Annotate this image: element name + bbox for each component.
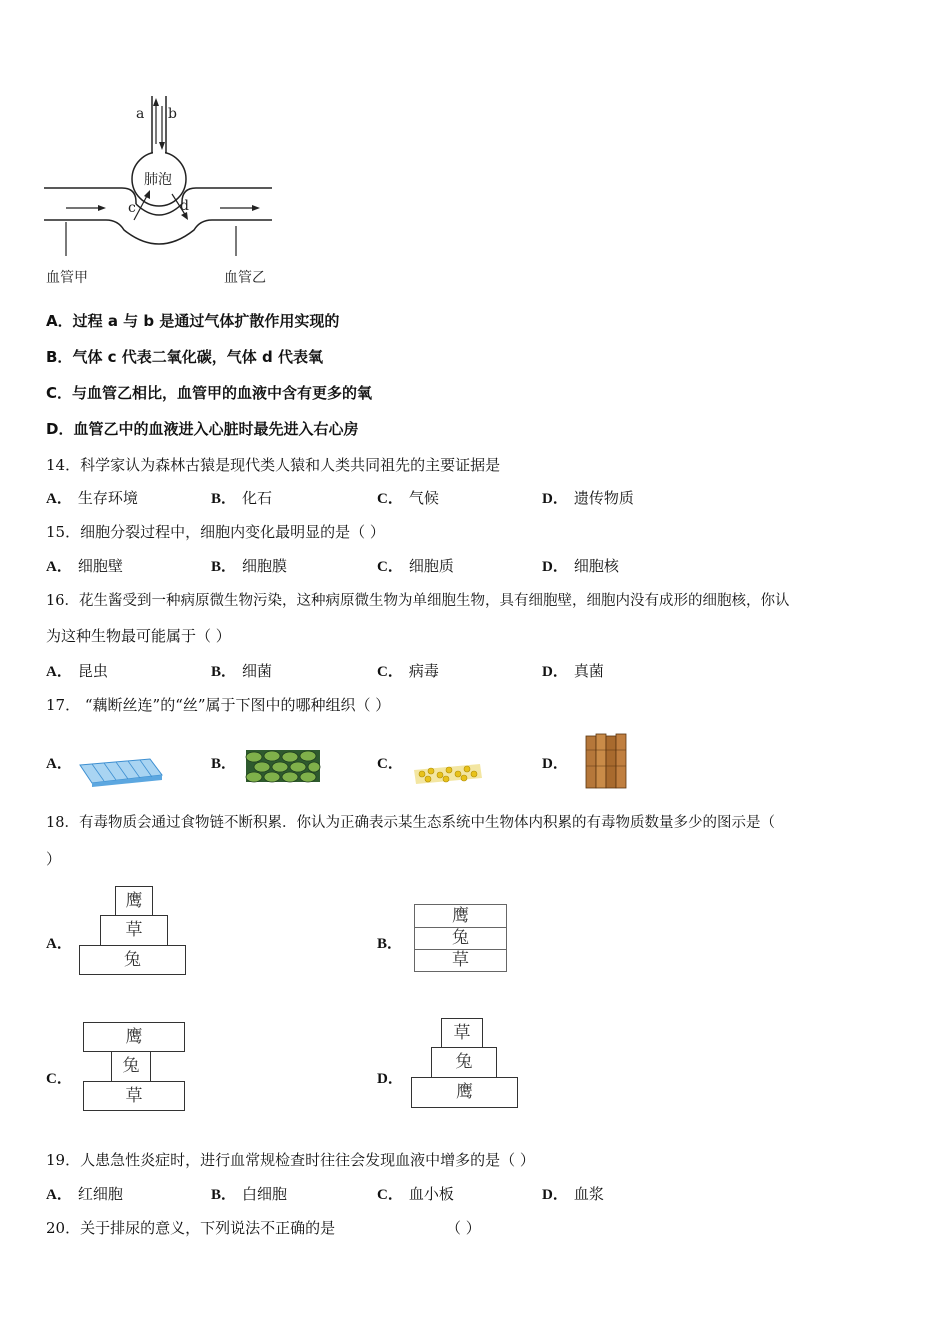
q17-option-d-key: D．	[542, 756, 568, 772]
q18-stem-line1: 18．有毒物质会通过食物链不断积累．你认为正确表示某生态系统中生物体内积累的有毒物质数量多少的图示是（	[46, 815, 775, 831]
vessel-left-label: 血管甲	[46, 270, 88, 286]
pyramid-a-mid: 草	[100, 915, 168, 946]
alveolus-label: 肺泡	[144, 172, 172, 188]
q14-option-d: D． 遗传物质	[542, 489, 634, 507]
pyramid-c-bottom: 草	[83, 1081, 185, 1111]
pyramid-b-top: 鹰	[414, 904, 507, 928]
q18-option-a-key: A．	[46, 936, 72, 952]
q18-option-d-key: D．	[377, 1071, 403, 1087]
q14-option-b: B． 化石	[211, 489, 273, 507]
vascular-tissue-image	[583, 732, 631, 790]
q15-option-b: B． 细胞膜	[211, 557, 288, 575]
q19-option-c: C． 血小板	[377, 1185, 454, 1203]
q15-option-c: C． 细胞质	[377, 557, 454, 575]
q16-option-d: D． 真菌	[542, 662, 604, 680]
q18-option-c-key: C．	[46, 1071, 72, 1087]
q17-option-b-key: B．	[211, 756, 237, 772]
q14-option-a: A． 生存环境	[46, 489, 138, 507]
pyramid-d-top: 草	[441, 1018, 483, 1048]
q15-stem: 15．细胞分裂过程中，细胞内变化最明显的是（ ）	[46, 523, 385, 541]
q13-option-a: A．过程 a 与 b 是通过气体扩散作用实现的	[46, 312, 340, 330]
pyramid-d-mid: 兔	[431, 1047, 497, 1078]
q19-option-d: D． 血浆	[542, 1185, 604, 1203]
label-b: b	[168, 106, 177, 122]
pyramid-a-bottom: 兔	[79, 945, 186, 975]
q20-stem: 20．关于排尿的意义，下列说法不正确的是	[46, 1219, 336, 1237]
parenchyma-tissue-image	[244, 748, 322, 784]
q16-option-c: C． 病毒	[377, 662, 439, 680]
pyramid-d-bottom: 鹰	[411, 1077, 518, 1108]
label-c: c	[128, 200, 136, 216]
q19-option-a: A． 红细胞	[46, 1185, 123, 1203]
pyramid-b-mid: 兔	[414, 927, 507, 950]
q16-stem-line1: 16．花生酱受到一种病原微生物污染，这种病原微生物为单细胞生物，具有细胞壁，细胞内没有成形的细胞核，你认	[46, 593, 790, 609]
q16-stem-line2: 为这种生物最可能属于（ ）	[46, 627, 231, 645]
q16-option-b: B． 细菌	[211, 662, 273, 680]
q18-stem-line2: ）	[46, 850, 62, 868]
q20-answer-paren: （ ）	[446, 1219, 481, 1237]
q17-stem: 17． “藕断丝连”的“丝”属于下图中的哪种组织（ ）	[46, 696, 391, 714]
pyramid-c-mid: 兔	[111, 1051, 151, 1082]
alveolus-diagram	[44, 96, 274, 288]
cell-layer-tissue-image	[410, 758, 486, 786]
pyramid-c-top: 鹰	[83, 1022, 185, 1052]
q13-option-d: D．血管乙中的血液进入心脏时最先进入右心房	[46, 420, 359, 438]
q15-option-a: A． 细胞壁	[46, 557, 123, 575]
q16-option-a: A． 昆虫	[46, 662, 108, 680]
q14-option-c: C． 气候	[377, 489, 439, 507]
q17-option-a-key: A．	[46, 756, 72, 772]
q15-option-d: D． 细胞核	[542, 557, 619, 575]
label-a: a	[136, 106, 145, 122]
q19-option-b: B． 白细胞	[211, 1185, 288, 1203]
q18-option-b-key: B．	[377, 936, 403, 952]
label-d: d	[180, 198, 189, 214]
q17-option-c-key: C．	[377, 756, 403, 772]
pyramid-a-top: 鹰	[115, 886, 153, 916]
vessel-right-label: 血管乙	[224, 270, 266, 286]
q19-stem: 19．人患急性炎症时，进行血常规检查时往往会发现血液中增多的是（ ）	[46, 1151, 535, 1169]
epithelial-tissue-image	[78, 755, 164, 787]
pyramid-b-bottom: 草	[414, 949, 507, 972]
q13-option-b: B．气体 c 代表二氧化碳，气体 d 代表氧	[46, 348, 323, 366]
q13-option-c: C．与血管乙相比，血管甲的血液中含有更多的氧	[46, 384, 373, 402]
q14-stem: 14．科学家认为森林古猿是现代类人猿和人类共同祖先的主要证据是	[46, 456, 501, 474]
